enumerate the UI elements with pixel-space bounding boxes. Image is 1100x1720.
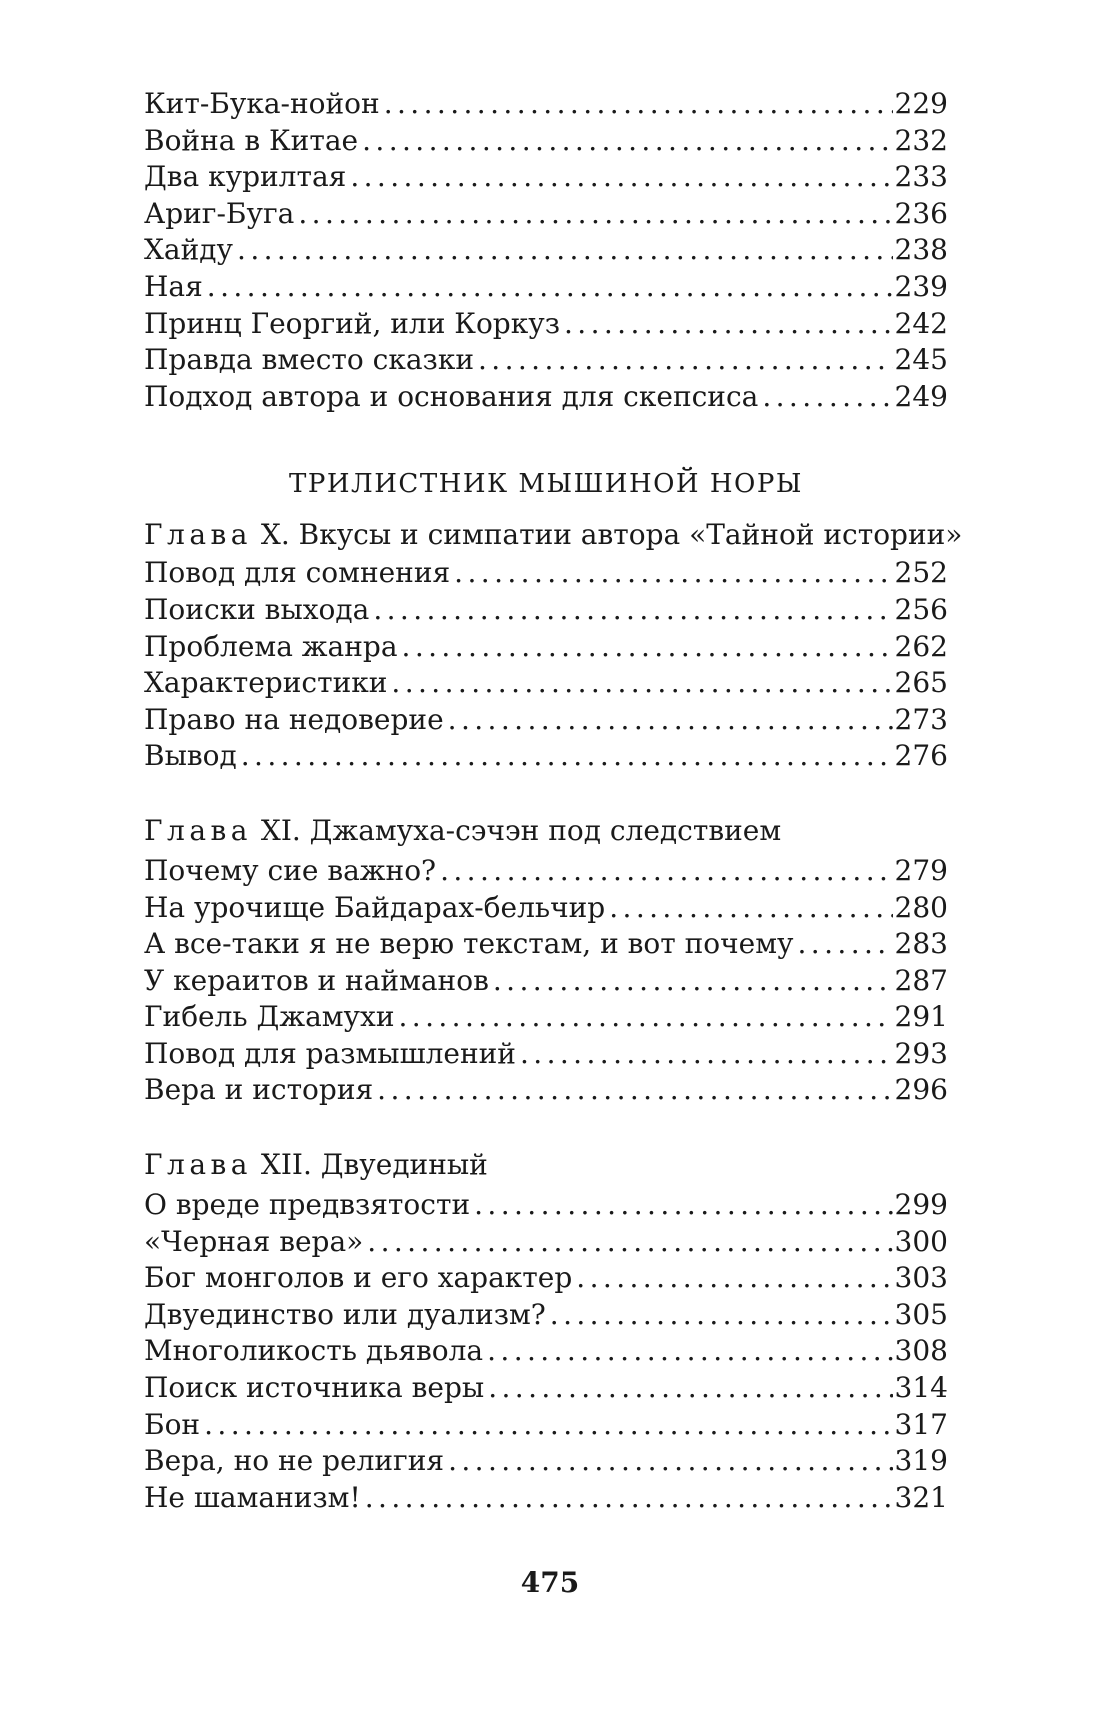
toc-entry-title: Вера и история (144, 1073, 374, 1107)
toc-entry-title: Повод для размышлений (144, 1036, 516, 1070)
toc-entry-page: 242 (894, 306, 948, 340)
toc-entry (144, 379, 948, 416)
toc-entry (144, 890, 948, 927)
toc-entry (144, 592, 948, 629)
chapter-title: XI. Джамуха-сэчэн под следствием (260, 813, 782, 847)
dot-leader (564, 306, 893, 343)
toc-entry-title: Бог монголов и его характер (144, 1261, 573, 1295)
dot-leader (474, 1187, 892, 1224)
toc-entry-page: 279 (894, 853, 948, 887)
toc-entry-title: Правда вместо сказки (144, 343, 474, 377)
dot-leader (448, 702, 893, 739)
part-heading: ТРИЛИСТНИК МЫШИНОЙ НОРЫ (289, 469, 803, 500)
toc-entry (144, 306, 948, 343)
toc-entry (144, 159, 948, 196)
toc-entry-page: 252 (894, 556, 948, 590)
toc-entry (144, 999, 948, 1036)
toc-entry (144, 269, 948, 306)
dot-leader (241, 738, 893, 775)
toc-entry-page: 296 (894, 1073, 948, 1107)
toc-entry-page: 319 (894, 1444, 948, 1478)
toc-entry (144, 1260, 948, 1297)
toc-entry-title: Характеристики (144, 666, 388, 700)
toc-entry-title: Право на недоверие (144, 702, 444, 736)
chapter-heading (144, 1147, 948, 1183)
dot-leader (487, 1333, 892, 1370)
toc-entry-title: Два курилтая (144, 160, 347, 194)
toc-entry (144, 738, 948, 775)
chapter-heading (144, 813, 948, 849)
toc-entry-page: 299 (894, 1188, 948, 1222)
toc-entry-title: На урочище Байдарах-бельчир (144, 890, 606, 924)
dot-leader (448, 1443, 892, 1480)
toc-entry-page: 232 (894, 123, 948, 157)
dot-leader (762, 379, 892, 416)
toc-entry (144, 1370, 948, 1407)
toc-entry (144, 1187, 948, 1224)
toc-entry (144, 1224, 948, 1261)
dot-leader (478, 342, 893, 379)
dot-leader (398, 999, 892, 1036)
dot-leader (237, 232, 893, 269)
chapter-label: Глава (144, 1148, 252, 1182)
toc-entry (144, 665, 948, 702)
toc-entry (144, 1297, 948, 1334)
toc-entry (144, 342, 948, 379)
toc-entry-title: Ная (144, 269, 203, 303)
toc-entry (144, 853, 948, 890)
toc-entry-page: 233 (894, 160, 948, 194)
toc-entry (144, 1072, 948, 1109)
toc-entry-title: Бон (144, 1407, 201, 1441)
toc-entry-page: 303 (894, 1261, 948, 1295)
dot-leader (207, 269, 893, 306)
toc-entry-title: Проблема жанра (144, 629, 398, 663)
toc-entry-title: «Черная вера» (144, 1224, 364, 1258)
toc-entry-page: 317 (894, 1407, 948, 1441)
toc-entry-title: О вреде предвзятости (144, 1188, 471, 1222)
toc-entry-title: Двуединство или дуализм? (144, 1297, 546, 1331)
toc-entry-title: Подход автора и основания для скепсиса (144, 379, 759, 413)
toc-entry-title: Поиски выхода (144, 592, 370, 626)
toc-entry (144, 555, 948, 592)
toc-entry (144, 629, 948, 666)
toc-entry-title: Поиск источника веры (144, 1371, 485, 1405)
toc-entry (144, 232, 948, 269)
toc-entry (144, 963, 948, 1000)
toc-entry-page: 280 (894, 890, 948, 924)
toc-entry-list (144, 1187, 948, 1516)
dot-leader (362, 123, 892, 160)
dot-leader (609, 890, 892, 927)
toc-entry-page: 245 (894, 343, 948, 377)
toc-entry-page: 287 (894, 963, 948, 997)
toc-entry-page: 283 (894, 927, 948, 961)
toc-entry-title: У кераитов и найманов (144, 963, 489, 997)
dot-leader (454, 555, 892, 592)
toc-entry-page: 249 (894, 379, 948, 413)
toc-entry (144, 123, 948, 160)
toc-entry-title: Принц Георгий, или Коркуз (144, 306, 560, 340)
chapter-title: X. Вкусы и симпатии автора «Тайной истории» (260, 518, 963, 552)
toc-entry-title: Многоликость дьявола (144, 1334, 484, 1368)
toc-entry (144, 702, 948, 739)
toc-entry-page: 239 (894, 269, 948, 303)
toc-entry (144, 1443, 948, 1480)
toc-entry-title: Кит-Бука-нойон (144, 87, 380, 120)
toc-entry (144, 1036, 948, 1073)
chapter-heading (144, 517, 963, 553)
toc-entry-page: 321 (894, 1480, 948, 1514)
dot-leader (204, 1407, 892, 1444)
toc-entry-list (144, 86, 948, 415)
dot-leader (488, 1370, 892, 1407)
dot-leader (391, 665, 892, 702)
dot-leader (367, 1224, 892, 1261)
toc-entry-page: 236 (894, 196, 948, 230)
toc-entry-list (144, 853, 948, 1109)
dot-leader (798, 926, 893, 963)
toc-entry (144, 86, 948, 123)
dot-leader (384, 86, 893, 123)
toc-entry-title: Вывод (144, 739, 237, 773)
toc-entry-title: Хайду (144, 233, 234, 267)
dot-leader (440, 853, 892, 890)
toc-entry-title: Ариг-Буга (144, 196, 295, 230)
dot-leader (493, 963, 893, 1000)
dot-leader (576, 1260, 892, 1297)
page-number: 475 (520, 1566, 580, 1599)
toc-entry (144, 1333, 948, 1370)
toc-entry-title: Не шаманизм! (144, 1480, 361, 1514)
table-of-contents (144, 86, 963, 1516)
toc-entry-page: 238 (894, 233, 948, 267)
toc-body (144, 86, 963, 1516)
dot-leader (373, 592, 892, 629)
toc-entry-title: Гибель Джамухи (144, 1000, 395, 1034)
toc-entry-page: 305 (894, 1297, 948, 1331)
toc-entry-page: 314 (894, 1371, 948, 1405)
toc-entry-title: Вера, но не религия (144, 1444, 445, 1478)
toc-entry-page: 265 (894, 666, 948, 700)
toc-entry-page: 256 (894, 592, 948, 626)
toc-entry-page: 291 (894, 1000, 948, 1034)
toc-entry-title: Война в Китае (144, 123, 359, 157)
toc-entry-page: 273 (894, 702, 948, 736)
toc-entry-page: 276 (894, 739, 948, 773)
toc-entry-page: 262 (894, 629, 948, 663)
dot-leader (377, 1072, 892, 1109)
toc-entry-page: 300 (894, 1224, 948, 1258)
dot-leader (550, 1297, 893, 1334)
toc-entry-title: Повод для сомнения (144, 556, 451, 590)
dot-leader (402, 629, 893, 666)
toc-entry (144, 196, 948, 233)
toc-entry (144, 1407, 948, 1444)
toc-entry-page: 229 (894, 87, 948, 120)
dot-leader (520, 1036, 893, 1073)
toc-entry-page: 293 (894, 1036, 948, 1070)
toc-entry-list (144, 555, 948, 775)
dot-leader (365, 1480, 893, 1517)
chapter-title: XII. Двуединый (260, 1148, 488, 1182)
chapter-label: Глава (144, 518, 252, 552)
chapter-label: Глава (144, 813, 252, 847)
toc-entry-title: Почему сие важно? (144, 853, 437, 887)
toc-entry (144, 926, 948, 963)
toc-entry-page: 308 (894, 1334, 948, 1368)
toc-entry (144, 1480, 948, 1517)
dot-leader (350, 159, 892, 196)
dot-leader (298, 196, 892, 233)
toc-entry-title: А все-таки я не верю текстам, и вот почему (144, 927, 794, 961)
